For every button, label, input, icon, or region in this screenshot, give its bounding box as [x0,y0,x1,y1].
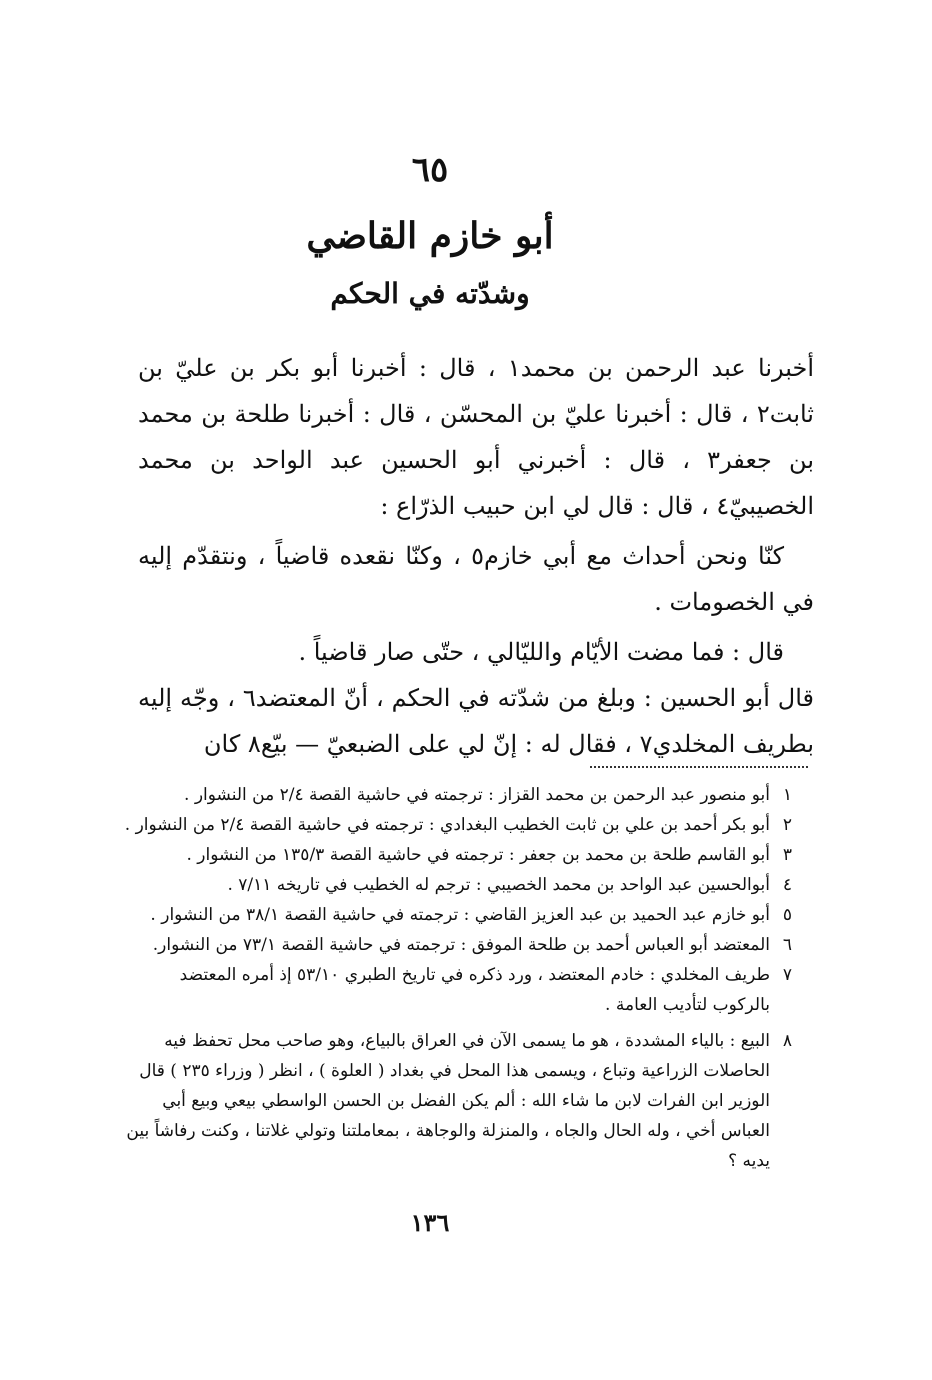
footnotes [122,780,792,1176]
paragraph-4: قال أبو الحسين : وبلغ من شدّته في الحكم ، أنّ المعتضد٦ ، وجّه إليه بطريف المخلدي٧ ، فقال له : إنّ لي على الضبعيّ — بيّع٨ كان [138,684,814,758]
footnote-5 [122,900,792,930]
paragraph-2: كنّا ونحن أحداث مع أبي خازم٥ ، وكنّا نقعده قاضياً ، ونتقدّم إليه في الخصومات . [138,542,814,616]
footnote-text: البيع : بالياء المشددة ، هو ما يسمى الآن في العراق بالبياع، وهو صاحب محل تحفظ فيه الحاصلات الزراعية وتباع ، ويسمى هذا المحل في بغداد ( العلوة ) ، انظر ( وزراء ٢٣٥ ) قال الوزير ابن الفرات لابن ما شاء الله : ألم يكن الفضل بن الحسن الواسطي بيعي وبيع أبي العباس أخي ، وله الحال والجاه ، والمنزلة والوجاهة ، بمعاملتنا وتولي غلاتنا ، وكنت رفاشاً بين يديه ؟ [126,1031,770,1171]
footnote-number: ٣ [782,845,792,865]
footnote-text: طريف المخلدي : خادم المعتضد ، ورد ذكره في تاريخ الطبري ٥٣/١٠ إذ أمره المعتضد بالركوب لتأديب العامة . [179,965,770,1015]
footnote-number: ٨ [782,1031,792,1051]
footnote-3 [122,840,792,870]
footnote-text: أبو منصور عبد الرحمن بن محمد القزاز : ترجمته في حاشية القصة ٢/٤ من النشوار . [184,785,770,805]
footnote-number: ٢ [782,815,792,835]
page-number: ١٣٦ [410,1208,450,1237]
footnote-number: ٦ [782,935,792,955]
footnote-text: أبو بكر أحمد بن علي بن ثابت الخطيب البغدادي : ترجمته في حاشية القصة ٢/٤ من النشوار . [124,815,770,835]
footnote-divider [590,766,808,768]
footnote-text: أبوالحسين عبد الواحد بن محمد الخصيبي : ترجم له الخطيب في تاريخه ٧/١١ . [227,875,770,895]
footnote-4 [122,870,792,900]
footnote-text: أبو القاسم طلحة بن محمد بن جعفر : ترجمته في حاشية القصة ١٣٥/٣ من النشوار . [186,845,770,865]
footnote-number: ٧ [782,965,792,985]
paragraph-3: قال : فما مضت الأيّام والليّالي ، حتّى صار قاضياً . [298,638,784,666]
chapter-number: ٦٥ [411,150,449,190]
main-text [138,345,814,767]
page-subtitle: وشدّته في الحكم [330,277,530,310]
footnote-number: ٥ [782,905,792,925]
footnote-2 [122,810,792,840]
footnote-6 [122,930,792,960]
paragraph-1: أخبرنا عبد الرحمن بن محمد١ ، قال : أخبرنا أبو بكر بن عليّ بن ثابت٢ ، قال : أخبرنا عليّ بن المحسّن ، قال : أخبرنا طلحة بن محمد بن جعفر٣ ، قال : أخبرني أبو الحسين عبد الواحد بن محمد الخصيبيّ٤ ، قال : قال لي ابن حبيب الذرّاع : [138,354,814,520]
footnote-number: ١ [782,785,792,805]
footnote-1 [122,780,792,810]
footnote-text: أبو خازم عبد الحميد بن عبد العزيز القاضي : ترجمته في حاشية القصة ٣٨/١ من النشوار . [150,905,770,925]
footnote-7 [122,960,792,1020]
footnote-number: ٤ [782,875,792,895]
page-title: أبو خازم القاضي [306,215,554,257]
footnote-text: المعتضد أبو العباس أحمد بن طلحة الموفق : ترجمته في حاشية القصة ٧٣/١ من النشوار. [152,935,770,955]
footnote-8 [122,1026,792,1176]
